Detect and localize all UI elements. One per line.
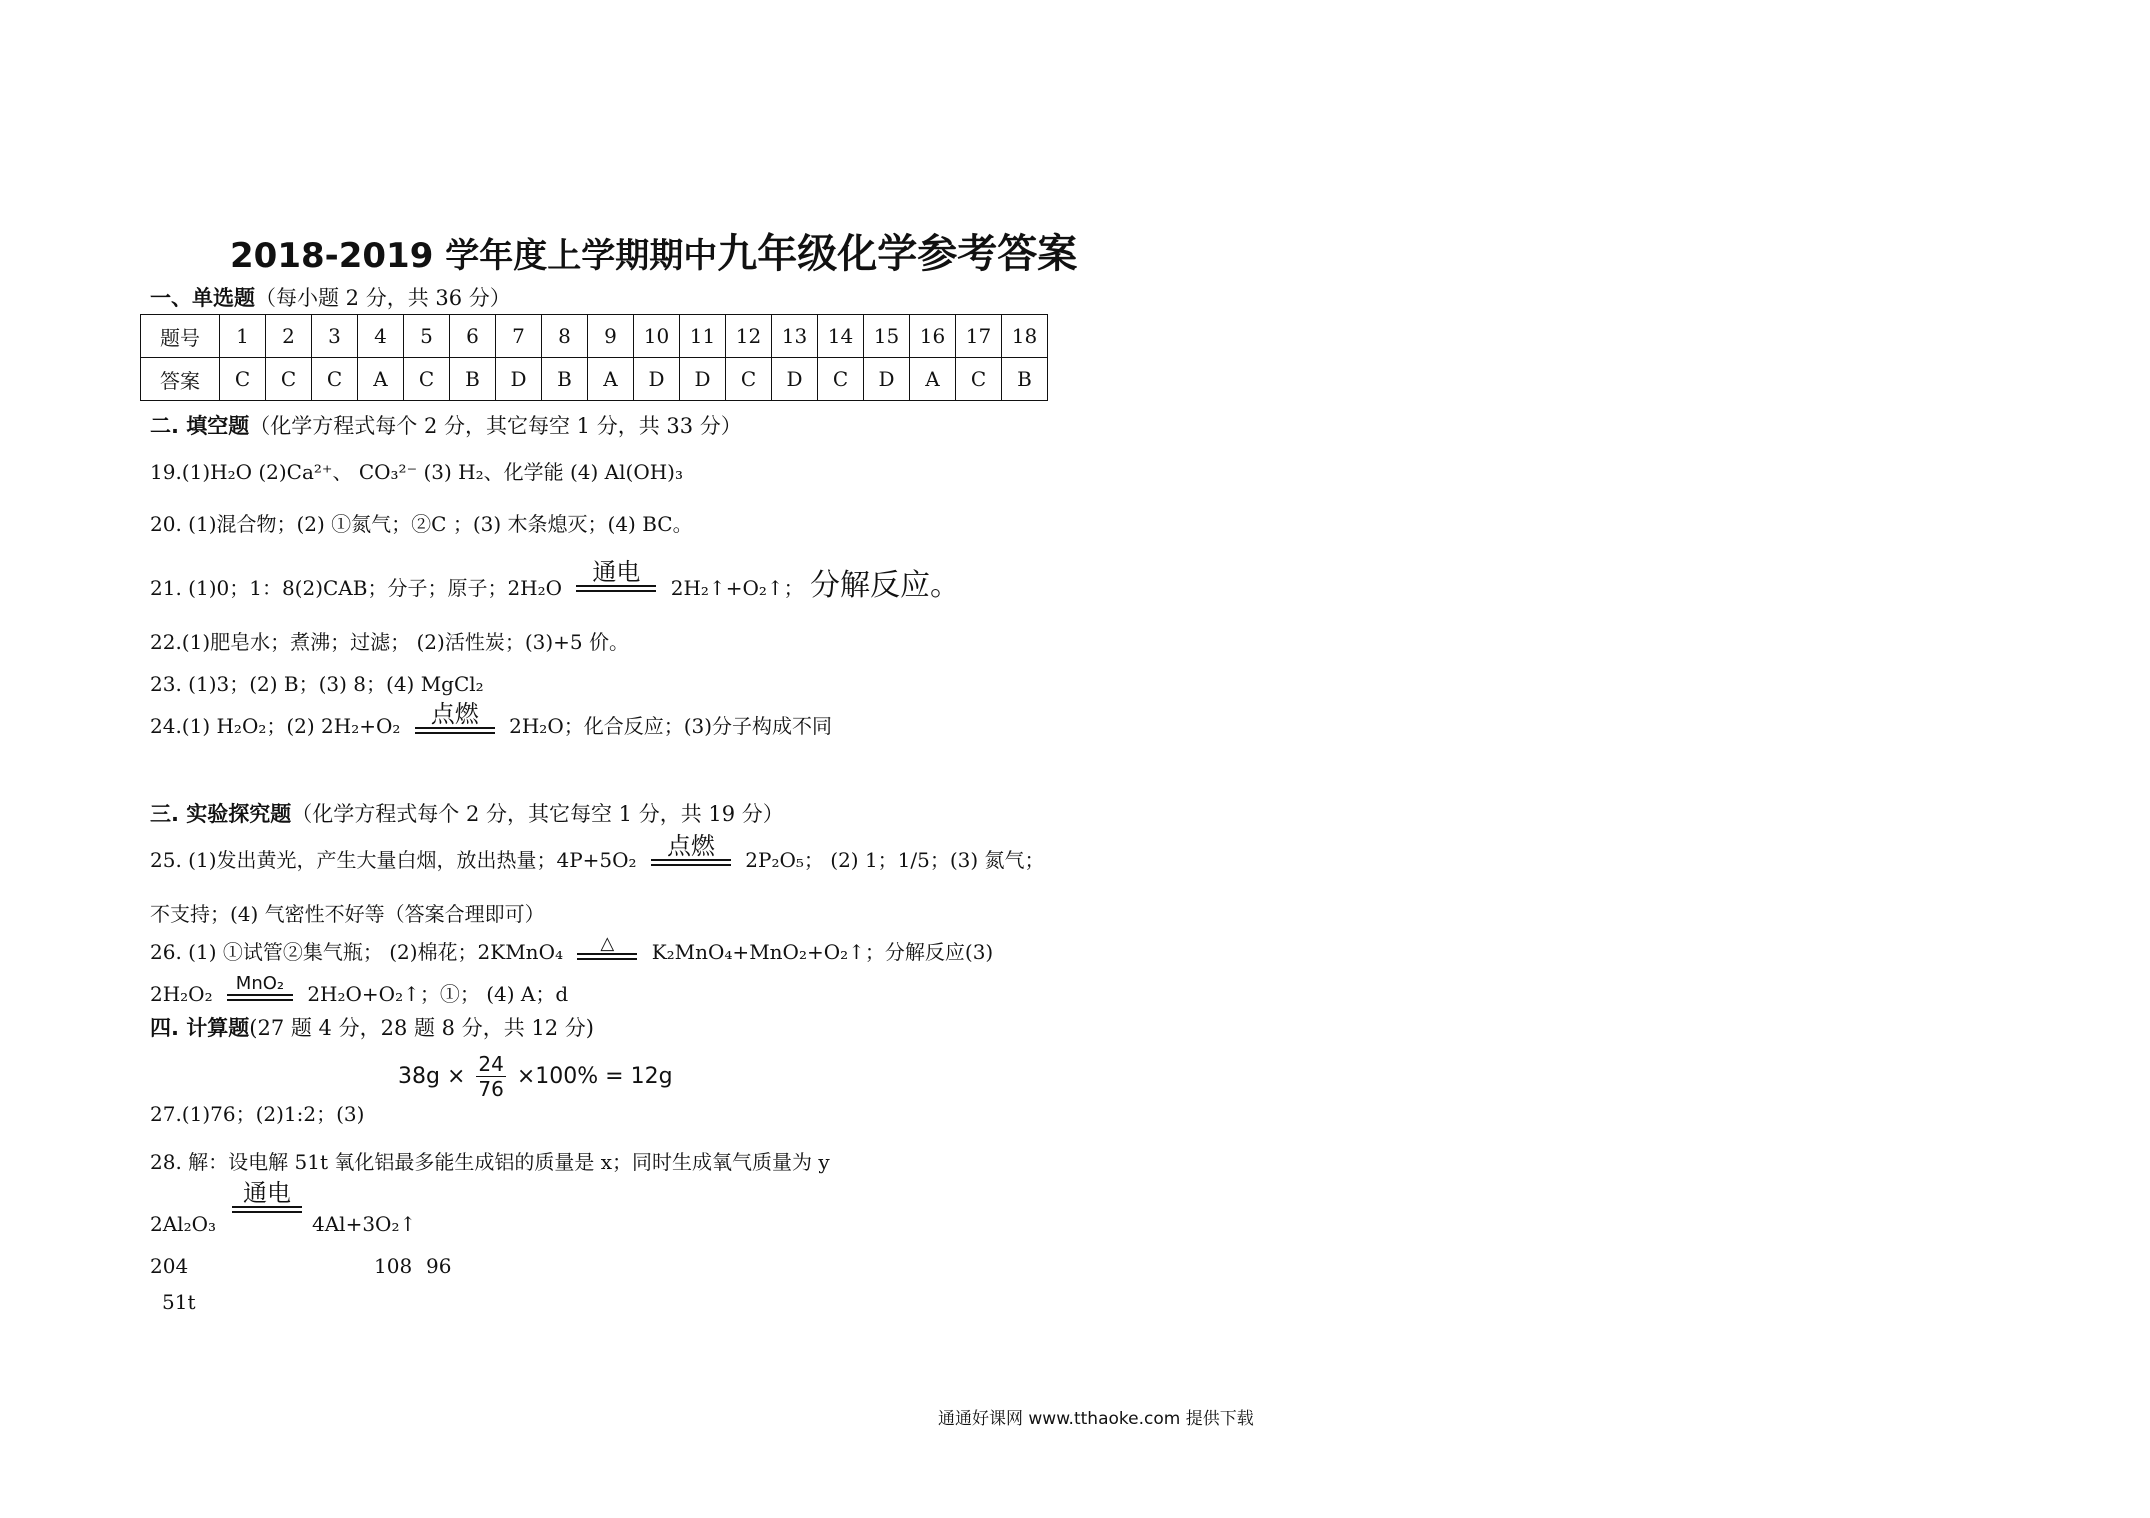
answer-26-line2-prefix: 2H₂O₂ <box>150 982 213 1006</box>
reaction-condition-electrolysis <box>576 559 656 592</box>
table-cell: C <box>404 358 450 401</box>
table-cell: 6 <box>450 315 496 358</box>
table-cell: B <box>542 358 588 401</box>
answer-24-prefix: 24.(1) H₂O₂；(2) 2H₂+O₂ <box>150 714 401 738</box>
row-label-number: 题号 <box>141 315 220 358</box>
table-cell: 1 <box>220 315 266 358</box>
section1-note: （每小题 2 分，共 36 分） <box>255 286 511 310</box>
fraction <box>476 1052 505 1101</box>
answer-table <box>140 314 1048 401</box>
table-cell: 16 <box>910 315 956 358</box>
table-cell: 9 <box>588 315 634 358</box>
section4-note: (27 题 4 分，28 题 8 分，共 12 分) <box>249 1016 594 1040</box>
reaction-condition-electrolysis <box>232 1180 302 1213</box>
equals-bar <box>415 727 495 734</box>
molar-mass-aluminum: 108 <box>374 1254 413 1278</box>
section4-heading: 四. 计算题 <box>150 1016 250 1040</box>
row-label-answer: 答案 <box>141 358 220 401</box>
equals-bar <box>577 953 637 960</box>
table-cell: 5 <box>404 315 450 358</box>
table-cell: 4 <box>358 315 404 358</box>
answer-28-eq-right: 4Al+3O₂↑ <box>312 1212 417 1236</box>
answer-28: 28. 解：设电解 51t 氧化铝最多能生成铝的质量是 x；同时生成氧气质量为 y <box>150 1150 830 1174</box>
table-cell: 14 <box>818 315 864 358</box>
footer-source: 通通好课网 www.tthaoke.com 提供下载 <box>938 1409 1254 1429</box>
answer-21 <box>150 560 960 606</box>
table-cell: A <box>358 358 404 401</box>
table-cell: D <box>864 358 910 401</box>
table-cell: C <box>220 358 266 401</box>
answer-26-line2 <box>150 973 569 1009</box>
answer-24 <box>150 700 833 744</box>
table-cell: A <box>588 358 634 401</box>
condition-label: △ <box>600 933 615 954</box>
table-cell: D <box>496 358 542 401</box>
fraction-numerator: 24 <box>478 1052 504 1076</box>
reaction-condition-heat <box>577 935 637 960</box>
table-cell: C <box>726 358 772 401</box>
reaction-condition-ignite <box>415 701 495 734</box>
fraction-denominator: 76 <box>478 1077 504 1101</box>
table-cell: D <box>680 358 726 401</box>
section1-header <box>150 282 511 312</box>
answer-26-prefix: 26. (1) ①试管②集气瓶； (2)棉花；2KMnO₄ <box>150 940 563 964</box>
table-cell: D <box>772 358 818 401</box>
answer-25-suffix: 2P₂O₅； (2) 1；1/5；(3) 氮气； <box>745 848 1045 872</box>
table-row-answers <box>141 358 1048 401</box>
section2-heading: 二. 填空题 <box>150 414 250 438</box>
answer-27-expression <box>398 1052 673 1101</box>
answer-28-eq-left: 2Al₂O₃ <box>150 1212 216 1236</box>
section2-note: （化学方程式每个 2 分，其它每空 1 分，共 33 分） <box>249 414 742 438</box>
expression-left: 38g × <box>398 1064 466 1089</box>
answer-25-line2: 不支持；(4) 气密性不好等（答案合理即可） <box>150 902 545 926</box>
table-cell: 17 <box>956 315 1002 358</box>
table-cell: 13 <box>772 315 818 358</box>
table-cell: 3 <box>312 315 358 358</box>
answer-19: 19.(1)H₂O (2)Ca²⁺、 CO₃²⁻ (3) H₂、化学能 (4) Al(OH)₃ <box>150 460 683 484</box>
given-mass: 51t <box>162 1290 196 1314</box>
equals-bar <box>651 859 731 866</box>
condition-label: 通电 <box>243 1179 291 1207</box>
answer-26-line2-suffix: 2H₂O+O₂↑；①； (4) A；d <box>307 982 569 1006</box>
table-cell: 15 <box>864 315 910 358</box>
table-cell: 2 <box>266 315 312 358</box>
condition-label: MnO₂ <box>235 973 285 994</box>
table-cell: B <box>450 358 496 401</box>
answer-27-text: 27.(1)76；(2)1:2；(3) <box>150 1102 365 1126</box>
section3-header <box>150 798 784 828</box>
table-cell: 10 <box>634 315 680 358</box>
table-cell: 18 <box>1002 315 1048 358</box>
molar-mass-oxygen: 96 <box>426 1254 452 1278</box>
table-cell: 11 <box>680 315 726 358</box>
table-cell: C <box>266 358 312 401</box>
section1-heading: 一、单选题 <box>150 286 255 310</box>
answer-26-suffix: K₂MnO₄+MnO₂+O₂↑；分解反应(3) <box>651 940 994 964</box>
table-cell: 7 <box>496 315 542 358</box>
table-row-numbers <box>141 315 1048 358</box>
molar-mass-alumina: 204 <box>150 1254 189 1278</box>
page-title <box>230 222 1077 279</box>
table-cell: 12 <box>726 315 772 358</box>
equals-bar <box>232 1206 302 1213</box>
section2-header <box>150 410 742 440</box>
table-cell: D <box>634 358 680 401</box>
section4-header <box>150 1012 594 1042</box>
answer-26 <box>150 933 994 966</box>
section3-note: （化学方程式每个 2 分，其它每空 1 分，共 19 分） <box>291 802 784 826</box>
table-cell: A <box>910 358 956 401</box>
table-cell: C <box>312 358 358 401</box>
expression-right: ×100% = 12g <box>516 1064 673 1089</box>
answer-22: 22.(1)肥皂水；煮沸；过滤； (2)活性炭；(3)+5 价。 <box>150 630 629 654</box>
reaction-condition-ignite <box>651 833 731 866</box>
answer-21-tail: 分解反应。 <box>809 568 960 603</box>
table-cell: B <box>1002 358 1048 401</box>
table-cell: C <box>956 358 1002 401</box>
condition-label: 点燃 <box>430 700 479 728</box>
equals-bar <box>576 585 656 592</box>
condition-label: 通电 <box>592 558 641 586</box>
equals-bar <box>227 994 293 1001</box>
answer-24-suffix: 2H₂O；化合反应；(3)分子构成不同 <box>509 714 833 738</box>
answer-21-suffix: 2H₂↑+O₂↑； <box>670 576 804 600</box>
answer-25-prefix: 25. (1)发出黄光，产生大量白烟，放出热量；4P+5O₂ <box>150 848 637 872</box>
condition-label: 点燃 <box>666 832 715 860</box>
answer-21-prefix: 21. (1)0；1：8(2)CAB；分子；原子；2H₂O <box>150 576 563 600</box>
table-cell: C <box>818 358 864 401</box>
title-part2: 九年级化学参考答案 <box>717 231 1078 277</box>
reaction-condition-catalyst <box>227 974 293 1001</box>
table-cell: 8 <box>542 315 588 358</box>
answer-20: 20. (1)混合物；(2) ①氮气；②C ；(3) 木条熄灭；(4) BC。 <box>150 512 693 536</box>
title-part1: 2018-2019 学年度上学期期中 <box>230 236 718 276</box>
answer-23: 23. (1)3；(2) B；(3) 8；(4) MgCl₂ <box>150 672 484 696</box>
section3-heading: 三. 实验探究题 <box>150 802 292 826</box>
answer-25 <box>150 832 1045 878</box>
